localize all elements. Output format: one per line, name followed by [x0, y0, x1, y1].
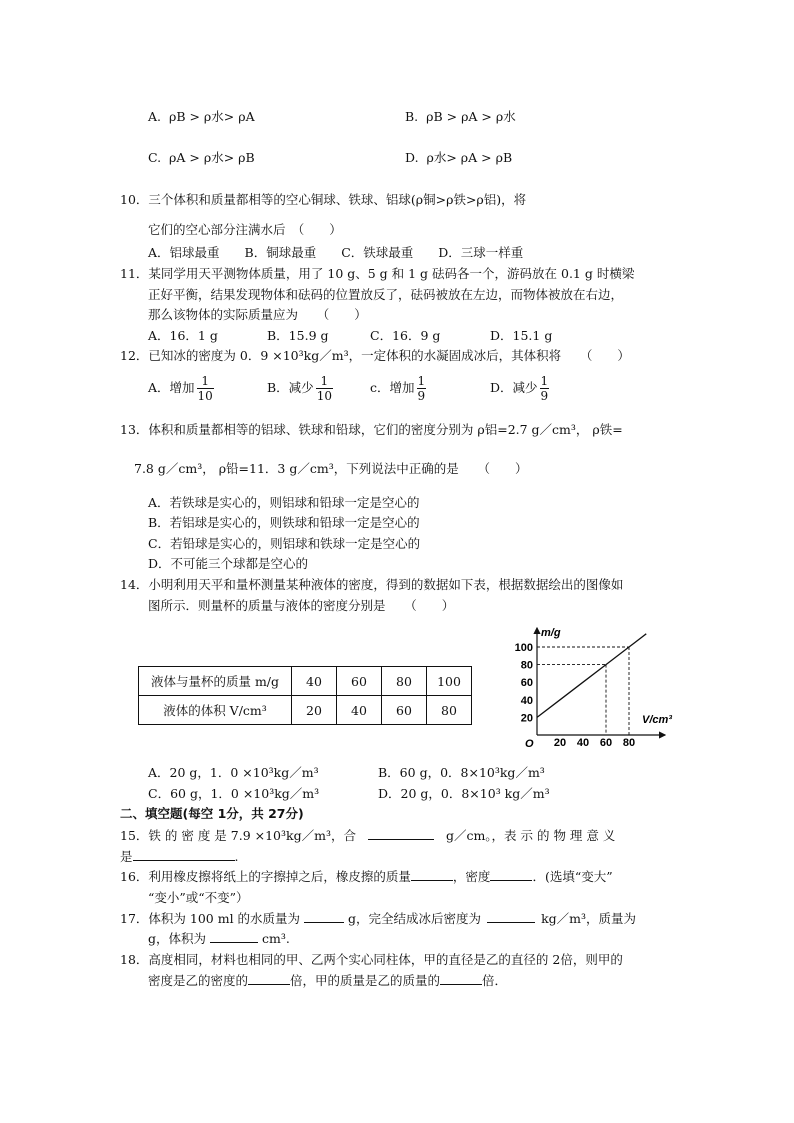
q13-line1: 13．体积和质量都相等的铝球、铁球和铅球，它们的密度分别为 ρ铝=2.7 g／cm³， ρ铁=: [120, 422, 623, 437]
table-cell: 80: [427, 696, 472, 725]
q15-blank-1[interactable]: [368, 827, 434, 840]
q13-option-d[interactable]: D．不可能三个球都是空心的: [148, 556, 309, 571]
fraction: $\frac{1}{10}$: [316, 374, 332, 403]
q13-option-b[interactable]: B．若铝球是实心的，则铁球和铅球一定是空心的: [148, 515, 420, 530]
y-tick-label: 100: [514, 642, 533, 654]
q11-line3: 那么该物体的实际质量应为 （ ）: [148, 307, 367, 322]
fraction: $\frac{1}{9}$: [417, 374, 426, 403]
q11-option-d[interactable]: D．15.1 g: [490, 328, 553, 343]
y-axis-label: m/g: [541, 627, 561, 639]
q13-option-c[interactable]: C．若铅球是实心的，则铝球和铁球一定是空心的: [148, 536, 421, 551]
q11-option-a[interactable]: A．16．1 g: [148, 328, 218, 343]
q10-stem-line2: 它们的空心部分注满水后 （ ）: [148, 222, 342, 237]
fraction: $\frac{1}{10}$: [197, 374, 213, 403]
q18-line2: 密度是乙的密度的 倍，甲的质量是乙的质量的 倍．: [148, 973, 508, 988]
table-cell: 60: [337, 667, 382, 696]
q16-blank-1[interactable]: [411, 868, 453, 881]
q10-options[interactable]: A．铝球最重 B．铜球最重 C．铁球最重 D．三球一样重: [148, 245, 524, 260]
x-tick-label: 80: [622, 737, 636, 749]
q17-blank-2[interactable]: [487, 910, 535, 923]
q12-option-d[interactable]: D．减少 $\frac{1}{9}$: [490, 374, 549, 403]
q16-line1: 16．利用橡皮擦将纸上的字擦掉之后，橡皮擦的质量 ，密度 ．(选填“变大”: [120, 869, 613, 884]
q18-blank-2[interactable]: [440, 972, 482, 985]
q11-line1: 11．某同学用天平测物体质量，用了 10 g、5 g 和 1 g 砝码各一个，游码放在 0.1 g 时横梁: [120, 266, 635, 281]
table-row: [139, 667, 472, 696]
table-cell: 80: [382, 667, 427, 696]
q12-stem: 12．已知冰的密度为 0．9 ×10³kg／m³，一定体积的水凝固成冰后，其体积将 （ ）: [120, 348, 630, 363]
q9-option-d[interactable]: D. ρ水> ρA > ρB: [405, 150, 513, 165]
x-tick-label: 20: [553, 737, 567, 749]
fraction: $\frac{1}{9}$: [540, 374, 549, 403]
q14-option-d[interactable]: D．20 g，0．8×10³ kg／m³: [378, 786, 550, 801]
q14-option-a[interactable]: A．20 g，1．0 ×10³kg／m³: [148, 765, 319, 780]
x-axis-label: V/cm³: [642, 714, 672, 726]
table-cell: 20: [292, 696, 337, 725]
q13-option-a[interactable]: A．若铁球是实心的，则铝球和铅球一定是空心的: [148, 495, 420, 510]
q16-blank-2[interactable]: [490, 868, 532, 881]
table-header-volume: 液体的体积 V/cm³: [139, 696, 292, 725]
q14-line1: 14．小明利用天平和量杯测量某种液体的密度，得到的数据如下表，根据数据绘出的图像如: [120, 577, 624, 592]
q14-option-b[interactable]: B．60 g，0．8×10³kg／m³: [378, 765, 545, 780]
q12-option-a[interactable]: A．增加 $\frac{1}{10}$: [148, 374, 213, 403]
q9-option-b[interactable]: B. ρB > ρA > ρ水: [405, 109, 516, 124]
q14-mass-volume-graph: [505, 620, 680, 750]
table-row: [139, 696, 472, 725]
q17-blank-1[interactable]: [304, 910, 344, 923]
y-tick-label: 40: [520, 694, 533, 707]
q16-line2: “变小”或“不变”）: [148, 890, 249, 905]
origin-label: O: [525, 738, 534, 750]
table-cell: 40: [292, 667, 337, 696]
q14-data-table: [138, 666, 472, 725]
q18-line1: 18．高度相同，材料也相同的甲、乙两个实心同柱体，甲的直径是乙的直径的 2倍，则甲的: [120, 952, 623, 967]
y-tick-label: 20: [520, 712, 533, 725]
q17-blank-3[interactable]: [210, 930, 258, 943]
q17-line2: g，体积为 cm³.: [148, 931, 290, 946]
table-cell: 40: [337, 696, 382, 725]
q13-line2: 7.8 g／cm³， ρ铅=11．3 g／cm³，下列说法中正确的是 （ ）: [134, 461, 528, 476]
y-tick-label: 60: [520, 677, 533, 690]
q15-blank-2[interactable]: [133, 848, 235, 861]
q12-option-b[interactable]: B．减少 $\frac{1}{10}$: [267, 374, 332, 403]
q11-option-c[interactable]: C．16．9 g: [370, 328, 441, 343]
table-cell: 60: [382, 696, 427, 725]
q11-line2: 正好平衡，结果发现物体和砝码的位置放反了，砝码被放在左边，而物体被放在右边，: [148, 287, 624, 302]
y-tick-label: 80: [520, 659, 533, 672]
table-header-mass: 液体与量杯的质量 m/g: [139, 667, 292, 696]
q15-line2: 是 .: [120, 849, 239, 864]
q10-stem-line1: 10．三个体积和质量都相等的空心铜球、铁球、铝球(ρ铜>ρ铁>ρ铝)，将: [120, 192, 527, 207]
series-line-m-v: [537, 634, 646, 718]
q14-option-c[interactable]: C．60 g，1．0 ×10³kg／m³: [148, 786, 320, 801]
x-tick-label: 40: [576, 737, 590, 749]
q11-option-b[interactable]: B．15.9 g: [267, 328, 329, 343]
q9-option-c[interactable]: C. ρA > ρ水> ρB: [148, 150, 255, 165]
x-tick-label: 60: [599, 737, 613, 749]
q18-blank-1[interactable]: [248, 972, 290, 985]
q9-option-a[interactable]: A. ρB > ρ水> ρA: [148, 109, 255, 124]
q12-option-c[interactable]: c．增加 $\frac{1}{9}$: [370, 374, 426, 403]
q14-line2: 图所示．则量杯的质量与液体的密度分别是 （ ）: [148, 598, 455, 613]
table-cell: 100: [427, 667, 472, 696]
section-2-title: 二、填空题(每空 1分，共 27分): [120, 806, 304, 821]
q15-line1: 15．铁 的 密 度 是 7.9 ×10³kg／m³，合 g／cm。，表 示 的 物 理 意 义: [120, 828, 616, 843]
q17-line1: 17．体积为 100 ml 的水质量为 g，完全结成冰后密度为 kg／m³，质量为: [120, 911, 637, 926]
